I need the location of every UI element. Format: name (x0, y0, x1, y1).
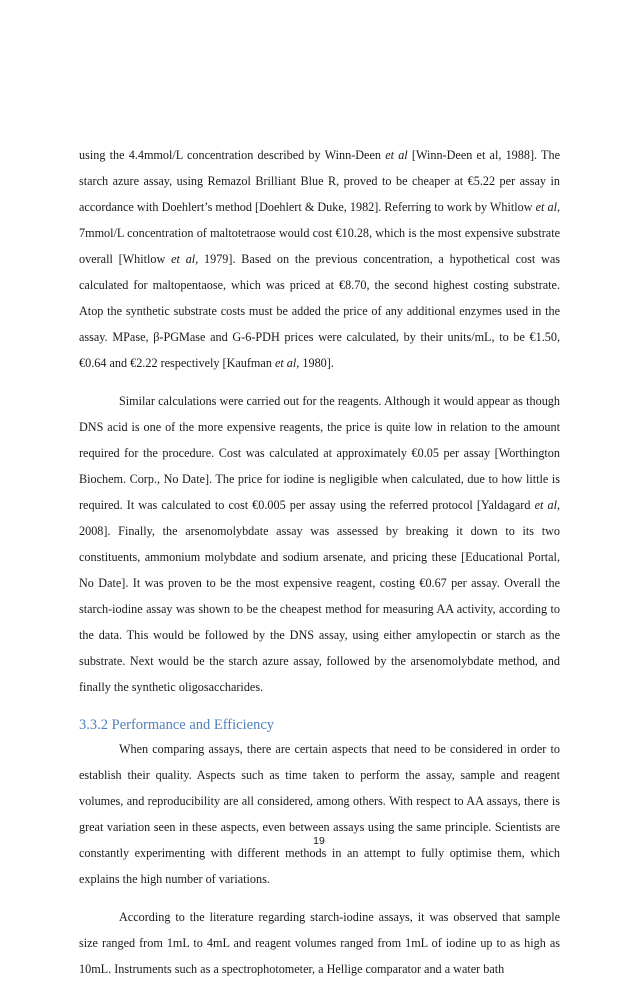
paragraph-cost-substrates: using the 4.4mmol/L concentration described by Winn-Deen et al [Winn-Deen et al, 1988]. The starch azure assay, using Remazol Brilliant Blue R, proved to be cheaper at €5.22 per assay in accordance with Doehlert’s method [Doehlert & Duke, 1982]. Referring to work by Whitlow et al, 7mmol/L concentration of maltotetraose would cost €10.28, which is the most expensive substrate overall [Whitlow et al, 1979]. Based on the previous concentration, a hypothetical cost was calculated for maltopentaose, which was priced at €8.70, the second highest costing substrate. Atop the synthetic substrate costs must be added the price of any additional enzymes used in the assay. MPase, β-PGMase and G-6-PDH prices were calculated, by their units/mL, to be €1.50, €0.64 and €2.22 respectively [Kaufman et al, 1980]. (79, 148, 561, 370)
page-content (79, 142, 560, 982)
et-al-italic: et al (171, 252, 196, 266)
paragraph-gap (79, 376, 560, 388)
et-al-italic: et al (274, 356, 297, 370)
paragraph-gap (79, 700, 560, 712)
page-number: 19 (313, 835, 325, 847)
section-heading: 3.3.2 Performance and Efficiency (79, 717, 274, 733)
et-al-italic: et al (385, 148, 408, 162)
paragraph-gap (79, 892, 560, 904)
et-al-italic: et al (535, 200, 557, 214)
paragraph-starch-iodine: According to the literature regarding starch-iodine assays, it was observed that sample size ranged from 1mL to 4mL and reagent volumes ranged from 1mL of iodine up to as high as 10mL. Instruments such as a spectrophotometer, a Hellige comparator and a water bath (79, 910, 560, 976)
paragraph-cost-reagents: Similar calculations were carried out for the reagents. Although it would appear as though DNS acid is one of the more expensive reagents, the price is quite low in relation to the amount required for the procedure. Cost was calculated at approximately €0.05 per assay [Worthington Biochem. Corp., No Date]. The price for iodine is negligible when calculated, due to how little is required. It was calculated to cost €0.005 per assay using the referred protocol [Yaldagard et al, 2008]. Finally, the arsenomolybdate assay was assessed by breaking it down to its two constituents, ammonium molybdate and sodium arsenate, and pricing these [Educational Portal, No Date]. It was proven to be the most expensive reagent, costing €0.67 per assay. Overall the starch-iodine assay was shown to be the cheapest method for measuring AA activity, according to the data. This would be followed by the DNS assay, using either amylopectin or starch as the substrate. Next would be the starch azure assay, followed by the arsenomolybdate method, and finally the synthetic oligosaccharides. (79, 394, 561, 694)
et-al-italic: et al (534, 498, 557, 512)
paragraph-performance: When comparing assays, there are certain aspects that need to be considered in order to establish their quality. Aspects such as time taken to perform the assay, sample and reagent volumes, and reproducibility are all considered, among others. With respect to AA assays, there is great variation seen in these aspects, even between assays using the same principle. Scientists are constantly experimenting with different methods in an attempt to fully optimise them, which explains the high number of variations. (79, 742, 560, 886)
